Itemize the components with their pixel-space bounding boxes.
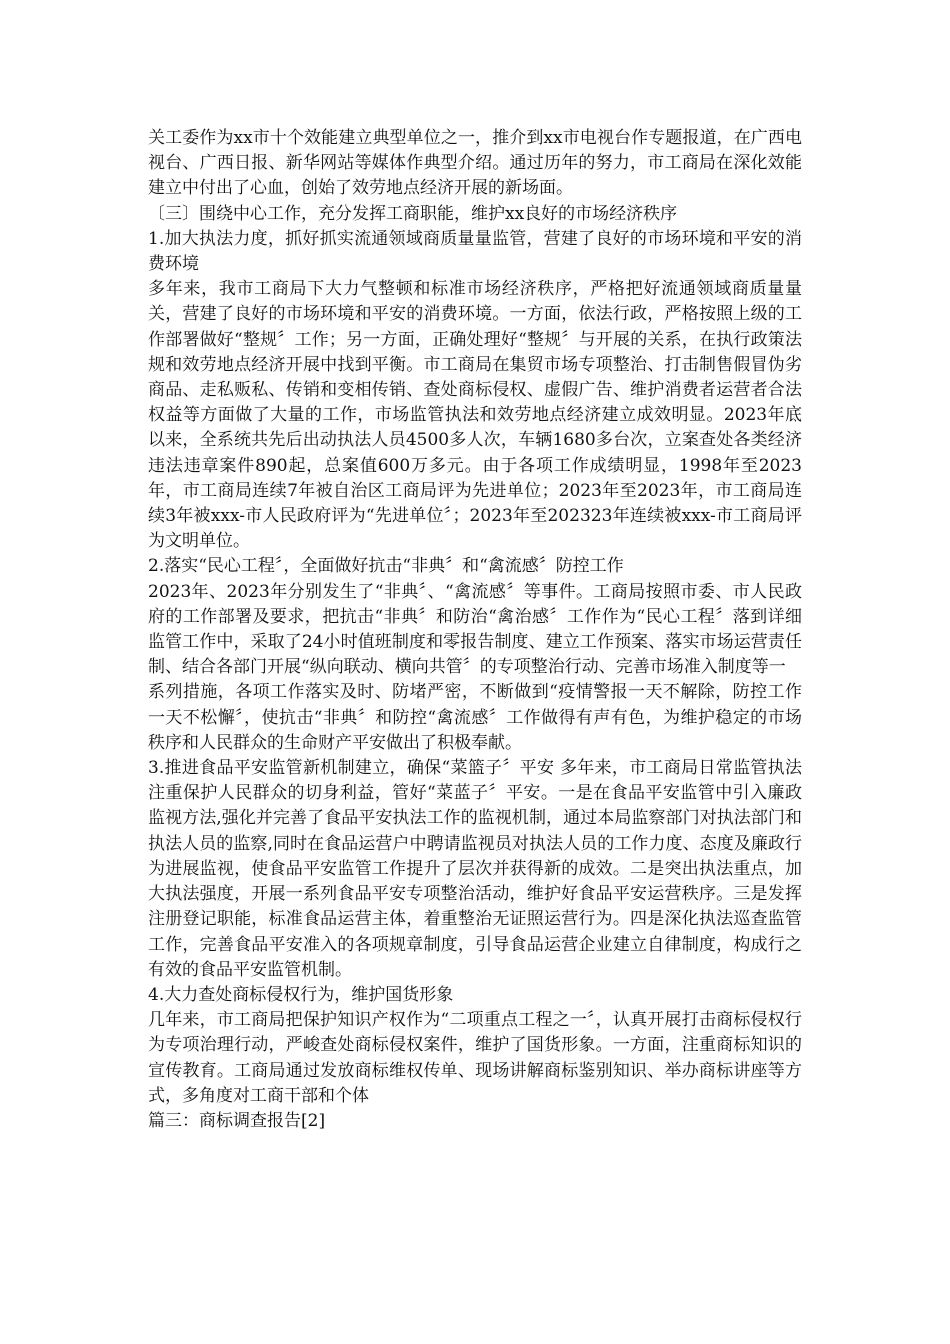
paragraph-epidemic-control-cont: 系列措施，各项工作落实及时、防堵严密，不断做到“疫情警报一天不解除，防控工作一天不松懈〞，使抗击“非典〞和防控“禽流感〞工作做得有声有色，为维护稳定的市场秩序和人民群众的生命财产平安做出了积极奉献。 bbox=[148, 682, 802, 753]
paragraph-trademark: 几年来，市工商局把保护知识产权作为“二项重点工程之一〞，认真开展打击商标侵权行为专项治理行动，严峻查处商标侵权案件，维护了国货形象。一方面，注重商标知识的宣传教育。工商局通过发放商标维权传单、现场讲解商标鉴别知识、举办商标讲座等方式，多角度对工商干部和个体 bbox=[148, 1010, 802, 1106]
section-heading-3: 〔三〕围绕中心工作，充分发挥工商职能，维护xx良好的市场经济秩序 bbox=[148, 203, 678, 224]
paragraph-epidemic-control: 2023年、2023年分别发生了“非典〞、“禽流感〞等事件。工商局按照市委、市人民政府的工作部署及要求，把抗击“非典〞和防治“禽治感〞工作作为“民心工程〞落到详细监管工作中，采取了24小时值班制度和零报告制度、建立工作预案、落实市场运营责任制、结合各部门开展“纵向联动、横向共管〞的专项整治行动、完善市场准入制度等一 bbox=[148, 581, 802, 678]
subheading-2: 2.落实“民心工程〞，全面做好抗击“非典〞和“禽流感〞防控工作 bbox=[148, 556, 624, 577]
paragraph-market-order: 多年来，我市工商局下大力气整顿和标准市场经济秩序，严格把好流通领域商质量量关，营建了良好的市场环境和平安的消费环境。一方面，依法行政，严格按照上级的工作部署做好“整规〞工作；另一方面，正确处理好“整规〞与开展的关系，在执行政策法规和效劳地点经济开展中找到平衡。市工商局在集贸市场专项整治、打击制售假冒伪劣商品、走私贩私、传销和变相传销、查处商标侵权、虚假广告、维护消费者运营者合法权益等方面做了大量的工作，市场监管执法和效劳地点经济建立成效明显。2023年底以来，全系统共先后出动执法人员4500多人次，车辆1680多台次，立案查处各类经济违法违章案件890起，总案值600万多元。由于各项工作成绩明显，1998年至2023年，市工商局连续7年被自治区工商局评为先进单位；2023年至2023年，市工商局连续3年被xxx-市人民政府评为“先进单位〞；2023年至202323年连续被xxx-市工商局评为文明单位。 bbox=[148, 279, 802, 552]
paragraph-intro-continuation: 关工委作为xx市十个效能建立典型单位之一，推介到xx市电视台作专题报道，在广西电视台、广西日报、新华网站等媒体作典型介绍。通过历年的努力，市工商局在深化效能建立中付出了心血，创始了效劳地点经济开展的新场面。 bbox=[148, 128, 802, 199]
subheading-4: 4.大力查处商标侵权行为，维护国货形象 bbox=[148, 984, 454, 1005]
section-title-part-3: 篇三：商标调查报告[2] bbox=[148, 1110, 326, 1131]
document-page bbox=[148, 126, 802, 1134]
subheading-1: 1.加大执法力度，抓好抓实流通领域商质量量监管，营建了良好的市场环境和平安的消费环境 bbox=[148, 228, 802, 275]
paragraph-food-safety: 3.推进食品平安监管新机制建立，确保“菜篮子〞平安 多年来，市工商局日常监管执法注重保护人民群众的切身利益，管好“菜蓝子〞平安。一是在食品平安监管中引入廉政监视方法,强化并完善了食品平安执法工作的监视机制，通过本局监察部门对执法部门和执法人员的监察,同时在食品运营户中聘请监视员对执法人员的工作力度、态度及廉政行为进展监视，使食品平安监管工作提升了层次并获得新的成效。二是突出执法重点，加大执法强度，开展一系列食品平安专项整治活动，维护好食品平安运营秩序。三是发挥注册登记职能，标准食品运营主体，着重整治无证照运营行为。四是深化执法巡查监管工作，完善食品平安准入的各项规章制度，引导食品运营企业建立自律制度，构成行之有效的食品平安监管机制。 bbox=[148, 758, 802, 980]
